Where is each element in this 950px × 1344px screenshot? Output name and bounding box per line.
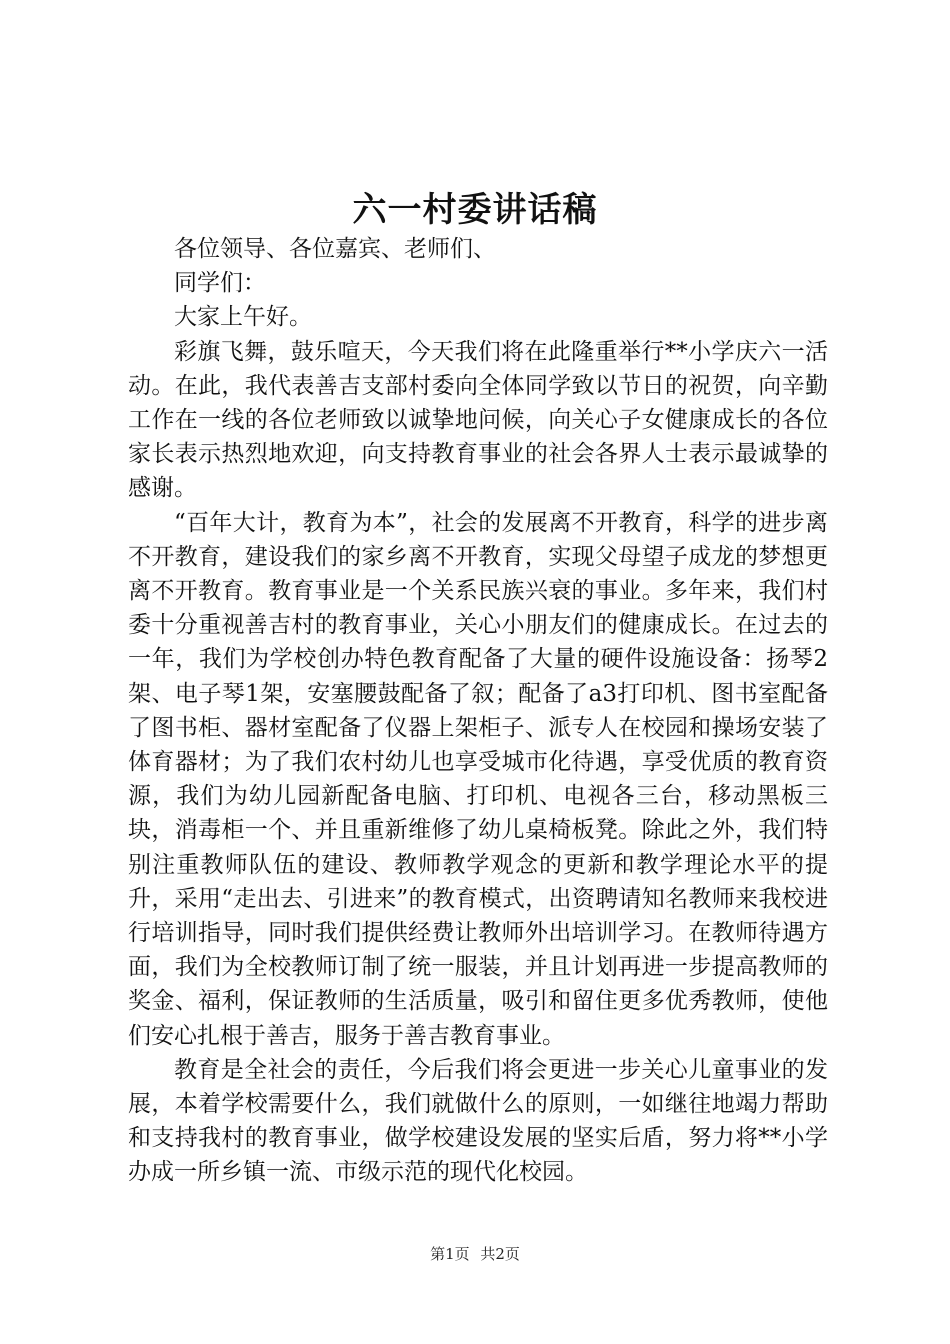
salutation-line-1: 各位领导、各位嘉宾、老师们、 xyxy=(174,236,496,262)
salutation-line-2: 同学们： xyxy=(174,270,266,297)
page-number: 第1页 xyxy=(430,1245,470,1263)
document-title: 六一村委讲话稿 xyxy=(352,190,598,230)
page-footer xyxy=(0,1243,950,1264)
page-total: 共2页 xyxy=(480,1245,520,1263)
document-body xyxy=(128,232,828,1190)
body-paragraph: “百年大计，教育为本”，社会的发展离不开教育，科学的进步离不开教育，建设我们的家乡离不开教育，实现父母望子成龙的梦想更离不开教育。教育事业是一个关系民族兴衰的事业。多年来，我们村委十分重视善吉村的教育事业，关心小朋友们的健康成长。在过去的一年，我们为学校创办特色教育配备了大量的硬件设施设备：扬琴2架、电子琴1架，安塞腰鼓配备了叙；配备了a3打印机、图书室配备了图书柜、器材室配备了仪器上架柜子、派专人在校园和操场安装了体育器材；为了我们农村幼儿也享受城市化待遇，享受优质的教育资源，我们为幼儿园新配备电脑、打印机、电视各三台，移动黑板三块，消毒柜一个、并且重新维修了幼儿桌椅板凳。除此之外，我们特别注重教师队伍的建设、教师教学观念的更新和教学理论水平的提升，采用“走出去、引进来”的教育模式，出资聘请知名教师来我校进行培训指导，同时我们提供经费让教师外出培训学习。在教师待遇方面，我们为全校教师订制了统一服装，并且计划再进一步提高教师的奖金、福利，保证教师的生活质量，吸引和留住更多优秀教师，使他们安心扎根于善吉，服务于善吉教育事业。 xyxy=(128,509,828,1049)
greeting-line: 大家上午好。 xyxy=(174,304,312,331)
body-paragraph: 教育是全社会的责任，今后我们将会更进一步关心儿童事业的发展，本着学校需要什么，我们就做什么的原则，一如继往地竭力帮助和支持我村的教育事业，做学校建设发展的坚实后盾，努力将**小学办成一所乡镇一流、市级示范的现代化校园。 xyxy=(128,1056,828,1186)
body-paragraph: 彩旗飞舞，鼓乐喧天，今天我们将在此隆重举行**小学庆六一活动。在此，我代表善吉支部村委向全体同学致以节日的祝贺，向辛勤工作在一线的各位老师致以诚挚地问候，向关心子女健康成长的各位家长表示热烈地欢迎，向支持教育事业的社会各界人士表示最诚挚的感谢。 xyxy=(128,338,828,502)
